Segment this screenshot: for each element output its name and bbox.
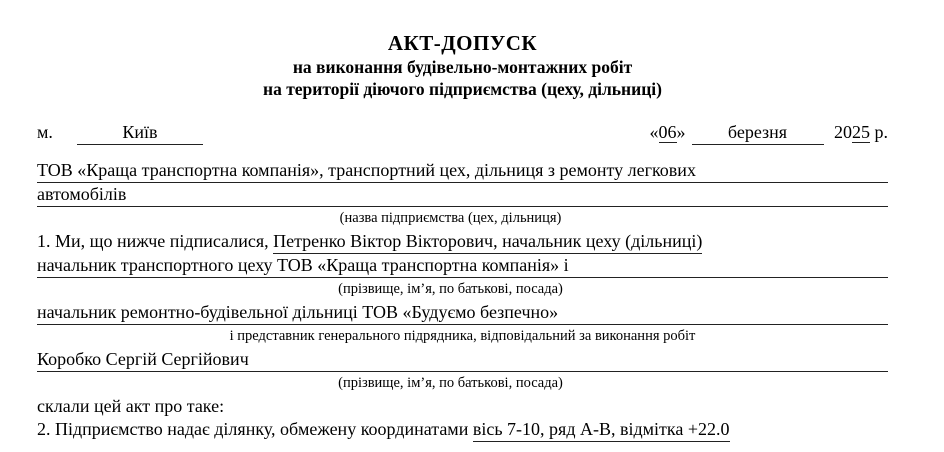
date-year-prefix: 20: [829, 122, 852, 142]
clause2-coordinates: вісь 7-10, ряд А-В, відмітка +22.0: [473, 418, 730, 442]
date-close-quote: »: [676, 122, 686, 142]
date-open-quote: «: [649, 122, 659, 142]
contractor-name-line: [37, 348, 888, 372]
contractor-position-text: начальник ремонтно-будівельної дільниці ТОВ «Будуємо безпечно»: [37, 301, 558, 325]
blank-line: [558, 301, 888, 325]
name-caption-1: (прізвище, ім’я, по батькові, посада): [338, 281, 563, 297]
clause1-name: Петренко Віктор Вікторович, начальник цеху (дільниці): [273, 230, 702, 254]
city-label: м.: [37, 122, 53, 142]
date-day: 06: [658, 122, 677, 142]
blank-line: [696, 159, 888, 183]
enterprise-caption: (назва підприємства (цех, дільниця): [339, 210, 562, 226]
name-caption-2: (прізвище, ім’я, по батькові, посада): [338, 375, 563, 391]
blank-line: [126, 183, 888, 207]
clause2-prefix: 2. Підприємство надає ділянку, обмежену координатами: [37, 419, 473, 439]
date-month: березня: [727, 122, 788, 142]
city-value: Київ: [122, 122, 158, 142]
contractor-caption: і представник генерального підрядника, відповідальний за виконання робіт: [229, 328, 696, 344]
city-blank-line: [77, 120, 203, 145]
city-date-row: [37, 120, 888, 145]
clause1-line-2: [37, 254, 888, 278]
enterprise-name-text-2: автомобілів: [37, 183, 126, 207]
document-title: АКТ-ДОПУСК: [387, 31, 538, 55]
clause2-line: [37, 418, 888, 442]
document-subtitle-line1: на виконання будівельно-монтажних робіт: [292, 57, 633, 77]
enterprise-name-line-1: [37, 159, 888, 183]
blank-line: [569, 254, 888, 278]
date-group: [650, 120, 889, 145]
clause1-prefix: 1. Ми, що нижче підписалися,: [37, 231, 274, 251]
enterprise-name-text-1: ТОВ «Краща транспортна компанія», транспортний цех, дільниця з ремонту легкових: [37, 159, 696, 183]
blank-line: [249, 348, 888, 372]
date-month-blank-line: [692, 120, 824, 145]
document-body: [37, 159, 888, 442]
date-year-filled: 25: [852, 122, 870, 142]
enterprise-name-line-2: [37, 183, 888, 207]
composed-text: склали цей акт про таке:: [37, 396, 225, 416]
date-year-suffix: р.: [870, 122, 888, 142]
contractor-position-line: [37, 301, 888, 325]
document-subtitle-line2: на території діючого підприємства (цеху, дільниці): [262, 79, 662, 99]
clause1-line-1: [37, 230, 888, 254]
contractor-name-text: Коробко Сергій Сергійович: [37, 348, 249, 372]
composed-line: [37, 395, 888, 418]
clause1-position: начальник транспортного цеху ТОВ «Краща транспортна компанія» і: [37, 254, 569, 278]
